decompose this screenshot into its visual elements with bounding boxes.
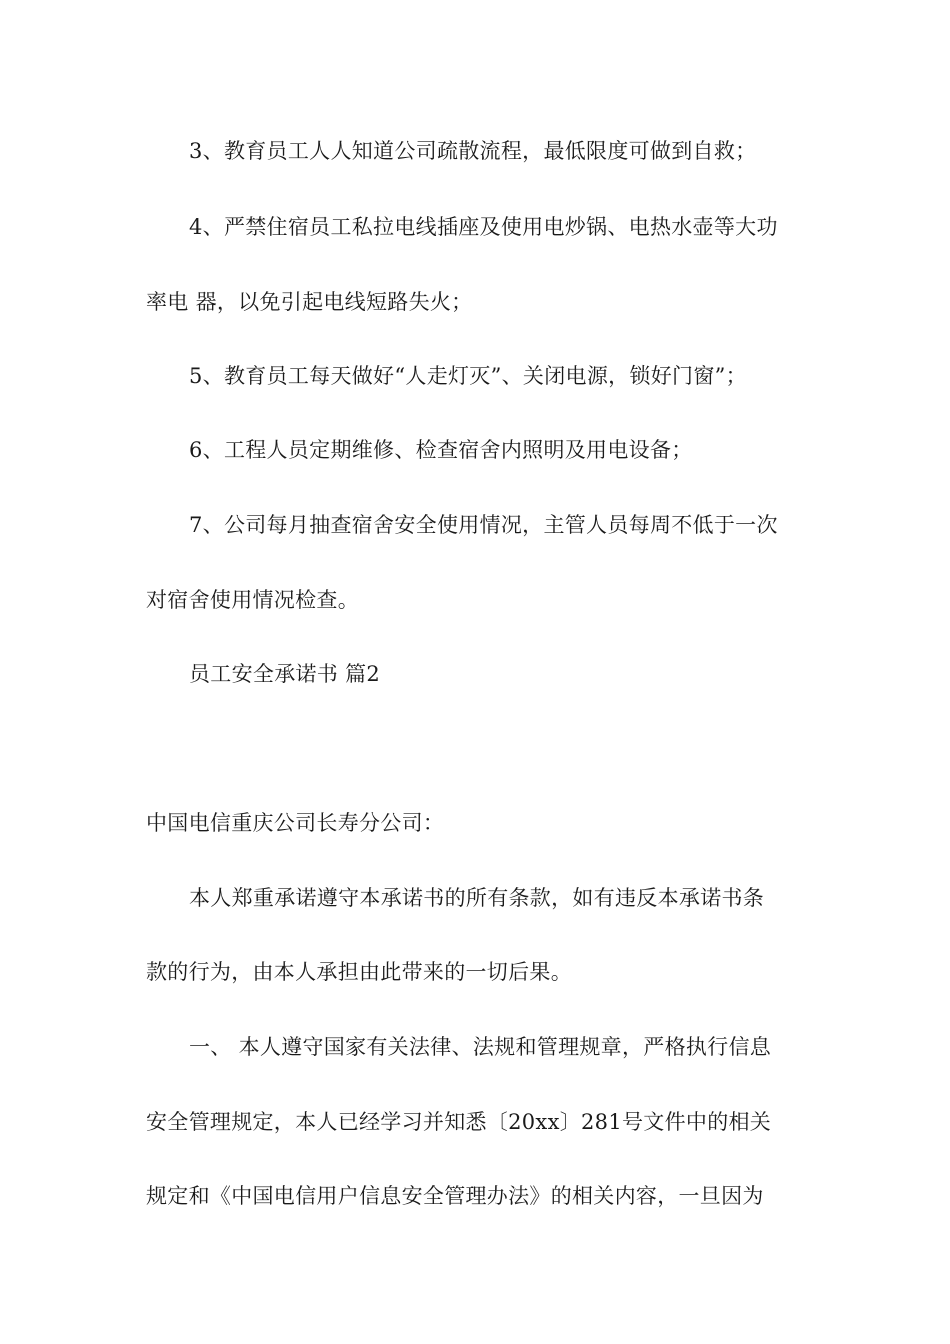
paragraph-line: 5、教育员工每天做好“人走灯灭”、关闭电源，锁好门窗”；: [189, 364, 747, 388]
paragraph-line: 对宿舍使用情况检查。: [146, 588, 359, 612]
paragraph-line: 安全管理规定，本人已经学习并知悉〔20xx〕281号文件中的相关: [146, 1110, 772, 1134]
paragraph-line: 率电 器，以免引起电线短路失火；: [146, 290, 473, 314]
paragraph-line: 6、工程人员定期维修、检查宿舍内照明及用电设备；: [189, 438, 693, 462]
paragraph-line: 一、 本人遵守国家有关法律、法规和管理规章，严格执行信息: [189, 1035, 772, 1059]
paragraph-line: 4、严禁住宿员工私拉电线插座及使用电炒锅、电热水壶等大功: [189, 215, 778, 239]
paragraph-line: 本人郑重承诺遵守本承诺书的所有条款，如有违反本承诺书条: [189, 886, 765, 910]
salutation: 中国电信重庆公司长寿分公司：: [146, 811, 445, 835]
paragraph-line: 规定和《中国电信用户信息安全管理办法》的相关内容，一旦因为: [146, 1184, 764, 1208]
paragraph-line: 3、教育员工人人知道公司疏散流程，最低限度可做到自救；: [189, 139, 757, 163]
paragraph-line: 款的行为，由本人承担由此带来的一切后果。: [146, 960, 572, 984]
paragraph-line: 7、公司每月抽查宿舍安全使用情况，主管人员每周不低于一次: [189, 513, 778, 537]
section-heading: 员工安全承诺书 篇2: [189, 662, 381, 686]
